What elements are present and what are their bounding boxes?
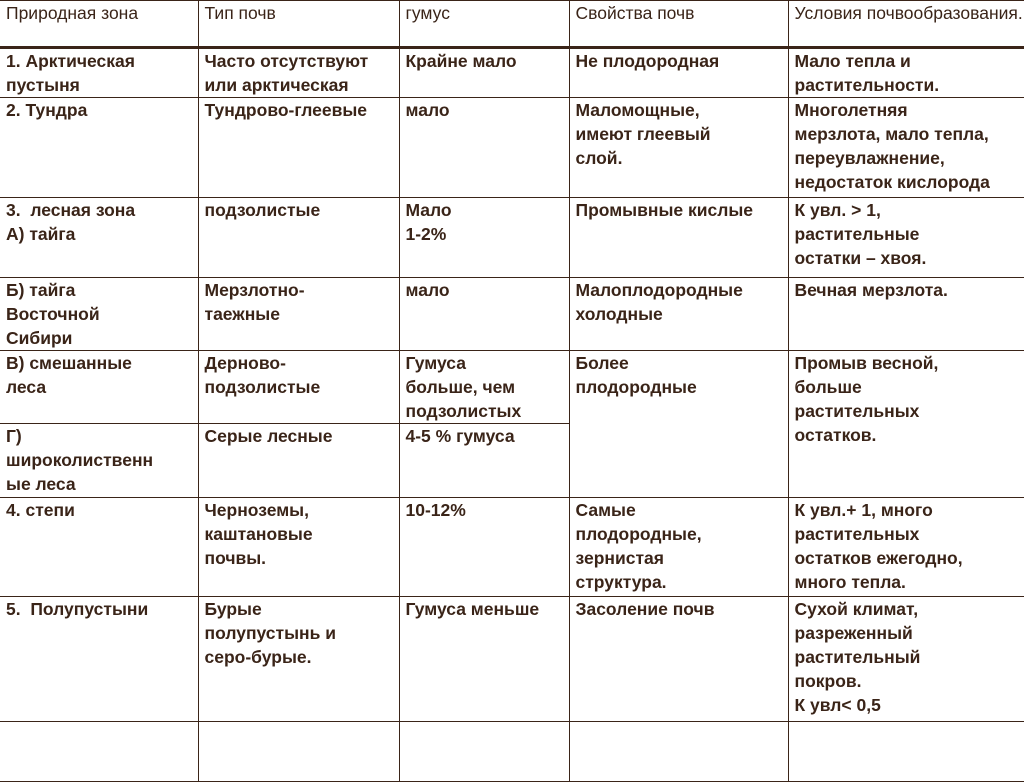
cell-conditions-merged: Промыв весной, больше растительных остатков. xyxy=(788,351,1024,498)
cell-zone: 3. лесная зона А) тайга xyxy=(0,198,198,278)
table-row xyxy=(0,597,1024,722)
cell-conditions: К увл. > 1, растительные остатки – хвоя. xyxy=(788,198,1024,278)
cell-conditions: Сухой климат, разреженный растительный покров. К увл< 0,5 xyxy=(788,597,1024,722)
header-soil-properties: Свойства почв xyxy=(569,1,788,48)
cell-zone: 1. Арктическая пустыня xyxy=(0,48,198,98)
cell-humus: 10-12% xyxy=(399,498,569,597)
table-row xyxy=(0,198,1024,278)
table-row xyxy=(0,498,1024,597)
cell-soil-type: Дерново- подзолистые xyxy=(198,351,399,424)
cell-soil-type: Мерзлотно- таежные xyxy=(198,278,399,351)
header-zone: Природная зона xyxy=(0,1,198,48)
cell-empty xyxy=(569,722,788,782)
cell-conditions: Многолетняя мерзлота, мало тепла, переувлажнение, недостаток кислорода xyxy=(788,98,1024,198)
cell-zone: В) смешанные леса xyxy=(0,351,198,424)
table-header-row xyxy=(0,1,1024,48)
cell-conditions: Вечная мерзлота. xyxy=(788,278,1024,351)
cell-zone: 4. степи xyxy=(0,498,198,597)
cell-zone: 2. Тундра xyxy=(0,98,198,198)
table-row xyxy=(0,278,1024,351)
cell-soil-type: Тундрово-глеевые xyxy=(198,98,399,198)
cell-empty xyxy=(0,722,198,782)
cell-humus: мало xyxy=(399,278,569,351)
cell-zone: Г) широколиственн ые леса xyxy=(0,424,198,498)
cell-empty xyxy=(399,722,569,782)
cell-humus: Гумуса меньше xyxy=(399,597,569,722)
cell-properties: Не плодородная xyxy=(569,48,788,98)
cell-properties: Малоплодородные холодные xyxy=(569,278,788,351)
header-conditions: Условия почвообразования. xyxy=(788,1,1024,48)
cell-conditions: К увл.+ 1, много растительных остатков ежегодно, много тепла. xyxy=(788,498,1024,597)
cell-humus: Мало 1-2% xyxy=(399,198,569,278)
table-row xyxy=(0,351,1024,424)
cell-soil-type: Бурые полупустынь и серо-бурые. xyxy=(198,597,399,722)
cell-soil-type: подзолистые xyxy=(198,198,399,278)
cell-soil-type: Часто отсутствуют или арктическая xyxy=(198,48,399,98)
cell-empty xyxy=(788,722,1024,782)
cell-properties-merged: Более плодородные xyxy=(569,351,788,498)
cell-properties: Засоление почв xyxy=(569,597,788,722)
header-humus: гумус xyxy=(399,1,569,48)
cell-humus: Крайне мало xyxy=(399,48,569,98)
table-row xyxy=(0,48,1024,98)
cell-soil-type: Серые лесные xyxy=(198,424,399,498)
table-row xyxy=(0,98,1024,198)
cell-soil-type: Черноземы, каштановые почвы. xyxy=(198,498,399,597)
cell-humus: 4-5 % гумуса xyxy=(399,424,569,498)
cell-properties: Маломощные, имеют глеевый слой. xyxy=(569,98,788,198)
cell-properties: Промывные кислые xyxy=(569,198,788,278)
table-row-empty xyxy=(0,722,1024,782)
cell-empty xyxy=(198,722,399,782)
cell-conditions: Мало тепла и растительности. xyxy=(788,48,1024,98)
cell-humus: Гумуса больше, чем подзолистых xyxy=(399,351,569,424)
cell-properties: Самые плодородные, зернистая структура. xyxy=(569,498,788,597)
header-soil-type: Тип почв xyxy=(198,1,399,48)
cell-zone: 5. Полупустыни xyxy=(0,597,198,722)
cell-zone: Б) тайга Восточной Сибири xyxy=(0,278,198,351)
cell-humus: мало xyxy=(399,98,569,198)
